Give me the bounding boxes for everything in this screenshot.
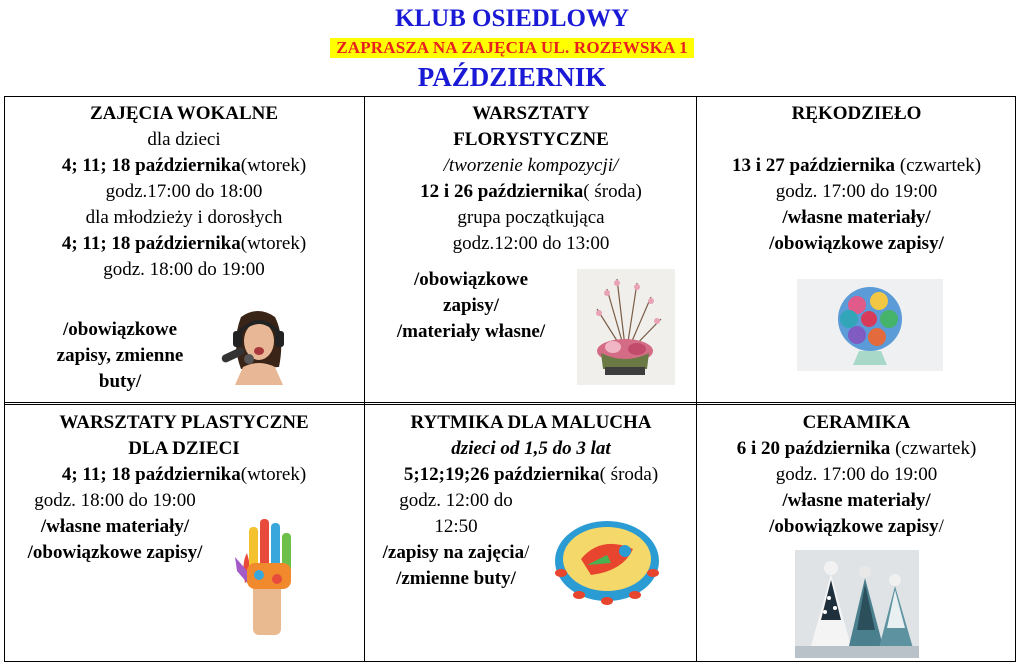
weekday-text: (wtorek) [240, 464, 307, 485]
dates-text: 6 i 20 października [736, 438, 891, 459]
note-slash: / [524, 542, 530, 563]
painted-hand-icon [227, 517, 305, 635]
ceramic-figurines-icon [795, 550, 919, 658]
cell-ceramics [698, 410, 1015, 540]
note-text: /obowiązkowe [63, 319, 177, 340]
note-text: /obowiązkowe zapisy/ [769, 233, 944, 254]
time-text: godz. 18:00 do 19:00 [103, 259, 265, 280]
row-divider [5, 402, 1015, 405]
time-text: godz. 18:00 do 19:00 [34, 490, 196, 511]
cell-subtitle: /tworzenie kompozycji/ [443, 155, 619, 176]
note-text: /obowiązkowe [414, 269, 528, 290]
tambourine-icon [551, 515, 663, 607]
dates-text: 5;12;19;26 października [403, 464, 600, 485]
note-text: zapisy, zmienne [56, 345, 184, 366]
cell-title: CERAMIKA [802, 412, 911, 433]
cell-title: DLA DZIECI [128, 438, 240, 459]
cell-art-notes [5, 488, 225, 566]
weekday-text: (wtorek) [240, 155, 307, 176]
cell-subtitle: dzieci od 1,5 do 3 lat [451, 438, 611, 459]
dates-text: 4; 11; 18 października [61, 155, 241, 176]
cell-floristic-notes [371, 267, 571, 345]
audience-text: dla młodzieży i dorosłych [85, 207, 283, 228]
weekday-text: (czwartek) [895, 155, 982, 176]
audience-text: dla dzieci [147, 129, 221, 150]
note-text: /materiały własne/ [396, 321, 546, 342]
subtitle-wrap [0, 38, 1024, 58]
note-text: /obowiązkowe zapisy/ [27, 542, 203, 563]
group-text: grupa początkująca [457, 207, 605, 228]
page-title: KLUB OSIEDLOWY [394, 5, 630, 32]
cell-art [5, 410, 363, 488]
time-text: godz. 17:00 do 19:00 [775, 181, 938, 202]
weekday-text: (wtorek) [240, 233, 307, 254]
time-text: godz. 17:00 do 19:00 [775, 464, 938, 485]
note-text: /obowiązkowe zapisy [769, 516, 939, 537]
cell-title: RYTMIKA DLA MALUCHA [410, 412, 652, 433]
cell-title: WARSZTATY [472, 103, 590, 124]
note-text: zapisy/ [443, 295, 499, 316]
weekday-text: ( środa) [583, 181, 642, 202]
weekday-text: ( środa) [599, 464, 659, 485]
dates-text: 12 i 26 października [420, 181, 584, 202]
time-text: godz. 12:00 do [399, 490, 513, 511]
cell-floristic [366, 101, 696, 257]
note-text: /własne materiały/ [782, 207, 931, 228]
dates-text: 4; 11; 18 października [61, 233, 241, 254]
cell-title: ZAJĘCIA WOKALNE [89, 103, 279, 124]
singer-photo-icon [213, 307, 303, 385]
time-text: godz.12:00 do 13:00 [452, 233, 610, 254]
cell-vocal [5, 101, 363, 283]
schedule-table [4, 96, 1016, 662]
cell-title: FLORYSTYCZNE [453, 129, 609, 150]
time-text: godz.17:00 do 18:00 [105, 181, 263, 202]
cell-title: WARSZTATY PLASTYCZNE [59, 412, 309, 433]
dates-text: 13 i 27 października [731, 155, 896, 176]
note-text: /zmienne buty/ [396, 568, 516, 589]
note-text: buty/ [98, 371, 142, 392]
note-text: /zapisy na zajęcia [382, 542, 525, 563]
origami-ball-icon [797, 279, 943, 371]
note-slash: / [938, 516, 944, 537]
cell-title: RĘKODZIEŁO [791, 103, 922, 124]
note-text: /własne materiały/ [40, 516, 190, 537]
month-heading: PAŹDZIERNIK [417, 62, 607, 92]
dates-text: 4; 11; 18 października [61, 464, 241, 485]
cell-rhythm [366, 410, 696, 488]
time-text: 12:50 [434, 516, 478, 537]
column-divider [696, 97, 697, 661]
cell-rhythm-notes [361, 488, 551, 592]
note-text: /własne materiały/ [782, 490, 931, 511]
subtitle-banner: ZAPRASZA NA ZAJĘCIA UL. ROZEWSKA 1 [330, 38, 694, 58]
weekday-text: (czwartek) [890, 438, 977, 459]
cell-vocal-notes [25, 317, 215, 395]
flower-arrangement-icon [577, 269, 675, 385]
cell-handicraft [698, 101, 1015, 257]
